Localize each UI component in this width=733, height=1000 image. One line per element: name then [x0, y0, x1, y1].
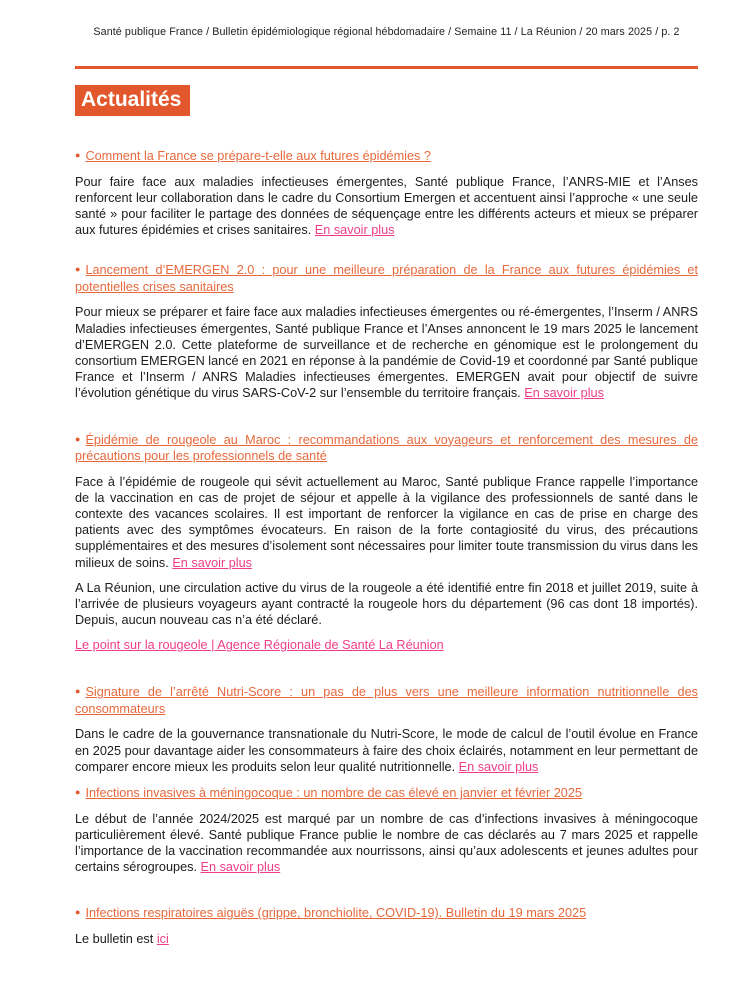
- bullet-icon: ●: [75, 686, 81, 697]
- item-body: [75, 304, 698, 401]
- item-title-line: [75, 904, 698, 922]
- item-body-secondary: [75, 580, 698, 629]
- item-title-line: [75, 784, 698, 802]
- news-item-emergen: [75, 261, 698, 401]
- bullet-icon: ●: [75, 433, 81, 444]
- bullet-icon: ●: [75, 907, 81, 918]
- page-header: Santé publique France / Bulletin épidémiologique régional hébdomadaire / Semaine 11 / La Réunion / 20 mars 2025 / p. 2: [93, 26, 680, 38]
- item-body: [75, 811, 698, 876]
- item-title-link[interactable]: Épidémie de rougeole au Maroc : recommandations aux voyageurs et renforcement des mesures de précautions pour les professionnels de santé: [75, 432, 698, 464]
- news-item-nutri-score: [75, 683, 698, 775]
- bullet-icon: ●: [75, 150, 81, 161]
- en-savoir-plus-link[interactable]: En savoir plus: [458, 759, 539, 774]
- bullet-icon: ●: [75, 264, 81, 275]
- item-title-link[interactable]: Infections invasives à méningocoque : un nombre de cas élevé en janvier et février 2025: [85, 786, 582, 801]
- item-body-text: Dans le cadre de la gouvernance transnationale du Nutri-Score, le mode de calcul de l’outil évolue en France en 2025 pour davantage aider les consommateurs à faire des choix éclairés, notamment en leur permettant de comparer encore mieux les produits selon leur qualité nutritionnelle.: [75, 727, 698, 774]
- item-title-link[interactable]: Comment la France se prépare-t-elle aux futures épidémies ?: [85, 149, 431, 164]
- item-body-text: A La Réunion, une circulation active du virus de la rougeole a été identifié entre fin 2018 et juillet 2019, suite à l’arrivée de plusieurs voyageurs ayant contracté la rougeole hors du département (96 cas dont 18 importés). Depuis, aucun nouveau cas n’a été déclaré.: [75, 580, 698, 628]
- item-title-line: [75, 261, 698, 295]
- news-item-futures-epidemies: [75, 147, 698, 238]
- item-body: [75, 174, 698, 239]
- bullet-icon: ●: [75, 787, 81, 798]
- en-savoir-plus-link[interactable]: En savoir plus: [172, 555, 253, 570]
- en-savoir-plus-link[interactable]: En savoir plus: [314, 223, 395, 238]
- news-item-infections-respiratoires: [75, 904, 698, 947]
- item-title-line: [75, 683, 698, 717]
- news-item-meningocoque: [75, 784, 698, 875]
- rougeole-ars-link[interactable]: Le point sur la rougeole | Agence Régionale de Santé La Réunion: [75, 638, 444, 653]
- news-item-rougeole-maroc: [75, 431, 698, 655]
- item-body: [75, 931, 698, 947]
- section-title-actualites: Actualités: [75, 85, 190, 116]
- item-body: [75, 474, 698, 571]
- item-body: [75, 726, 698, 775]
- item-body-text: Pour mieux se préparer et faire face aux maladies infectieuses émergentes ou ré-émergentes, l’Inserm / ANRS Maladies infectieuses émergentes, Santé publique France et l’Anses annoncent le 19 mars 2025 le lancement d’EMERGEN 2.0. Cette plateforme de surveillance et de recherche en génomique est le prolongement du consortium EMERGEN lancé en 2021 en réponse à la pandémie de Covid-19 et coordonné par Santé publique France et l’Inserm / ANRS Maladies infectieuses émergentes. EMERGEN avait pour objectif de suivre l’évolution génétique du virus SARS-CoV-2 sur l’ensemble du territoire français.: [75, 305, 698, 401]
- bulletin-ici-link[interactable]: ici: [156, 931, 169, 946]
- item-title-link[interactable]: Signature de l’arrêté Nutri-Score : un pas de plus vers une meilleure information nutritionnelle des consommateurs: [75, 685, 698, 716]
- item-body-text: Le bulletin est: [75, 931, 154, 946]
- item-title-line: [75, 431, 698, 465]
- en-savoir-plus-link[interactable]: En savoir plus: [200, 860, 281, 875]
- item-title-line: [75, 147, 698, 165]
- en-savoir-plus-link[interactable]: En savoir plus: [524, 386, 604, 401]
- item-body-text: Pour faire face aux maladies infectieuses émergentes, Santé publique France, l’ANRS-MIE et l’Anses renforcent leur collaboration dans le cadre du Consortium Emergen et accentuent ainsi l’approche « une seule santé » pour faciliter le partage des données de séquençage entre les différents acteurs et mieux se préparer aux futures épidémies et crises sanitaires.: [75, 174, 698, 238]
- item-body-text: Le début de l’année 2024/2025 est marqué par un nombre de cas d’infections invasives à méningocoque particulièrement élevé. Santé publique France publie le nombre de cas déclarés au 7 mars 2025 et rappelle l’importance de la vaccination recommandée aux nourrissons, ainsi qu’aux adolescents et jeunes adultes pour certains sérogroupes.: [75, 811, 698, 875]
- item-title-link[interactable]: Infections respiratoires aiguës (grippe, bronchiolite, COVID-19). Bulletin du 19 mars 2025: [85, 906, 587, 921]
- item-title-link[interactable]: Lancement d’EMERGEN 2.0 : pour une meilleure préparation de la France aux futures épidémies et potentielles crises sanitaires: [75, 263, 698, 294]
- item-body-text: Face à l’épidémie de rougeole qui sévit actuellement au Maroc, Santé publique France rappelle l’importance de la vaccination en cas de projet de séjour et appelle à la vigilance des professionnels de santé dans le contexte des vacances scolaires. Il est important de renforcer la vigilance en cas de prise en charge des patients avec des symptômes évocateurs. En raison de la forte contagiosité du virus, des précautions supplémentaires et des mesures d’isolement sont nécessaires pour limiter toute transmission du virus dans les milieux de soins.: [75, 474, 698, 570]
